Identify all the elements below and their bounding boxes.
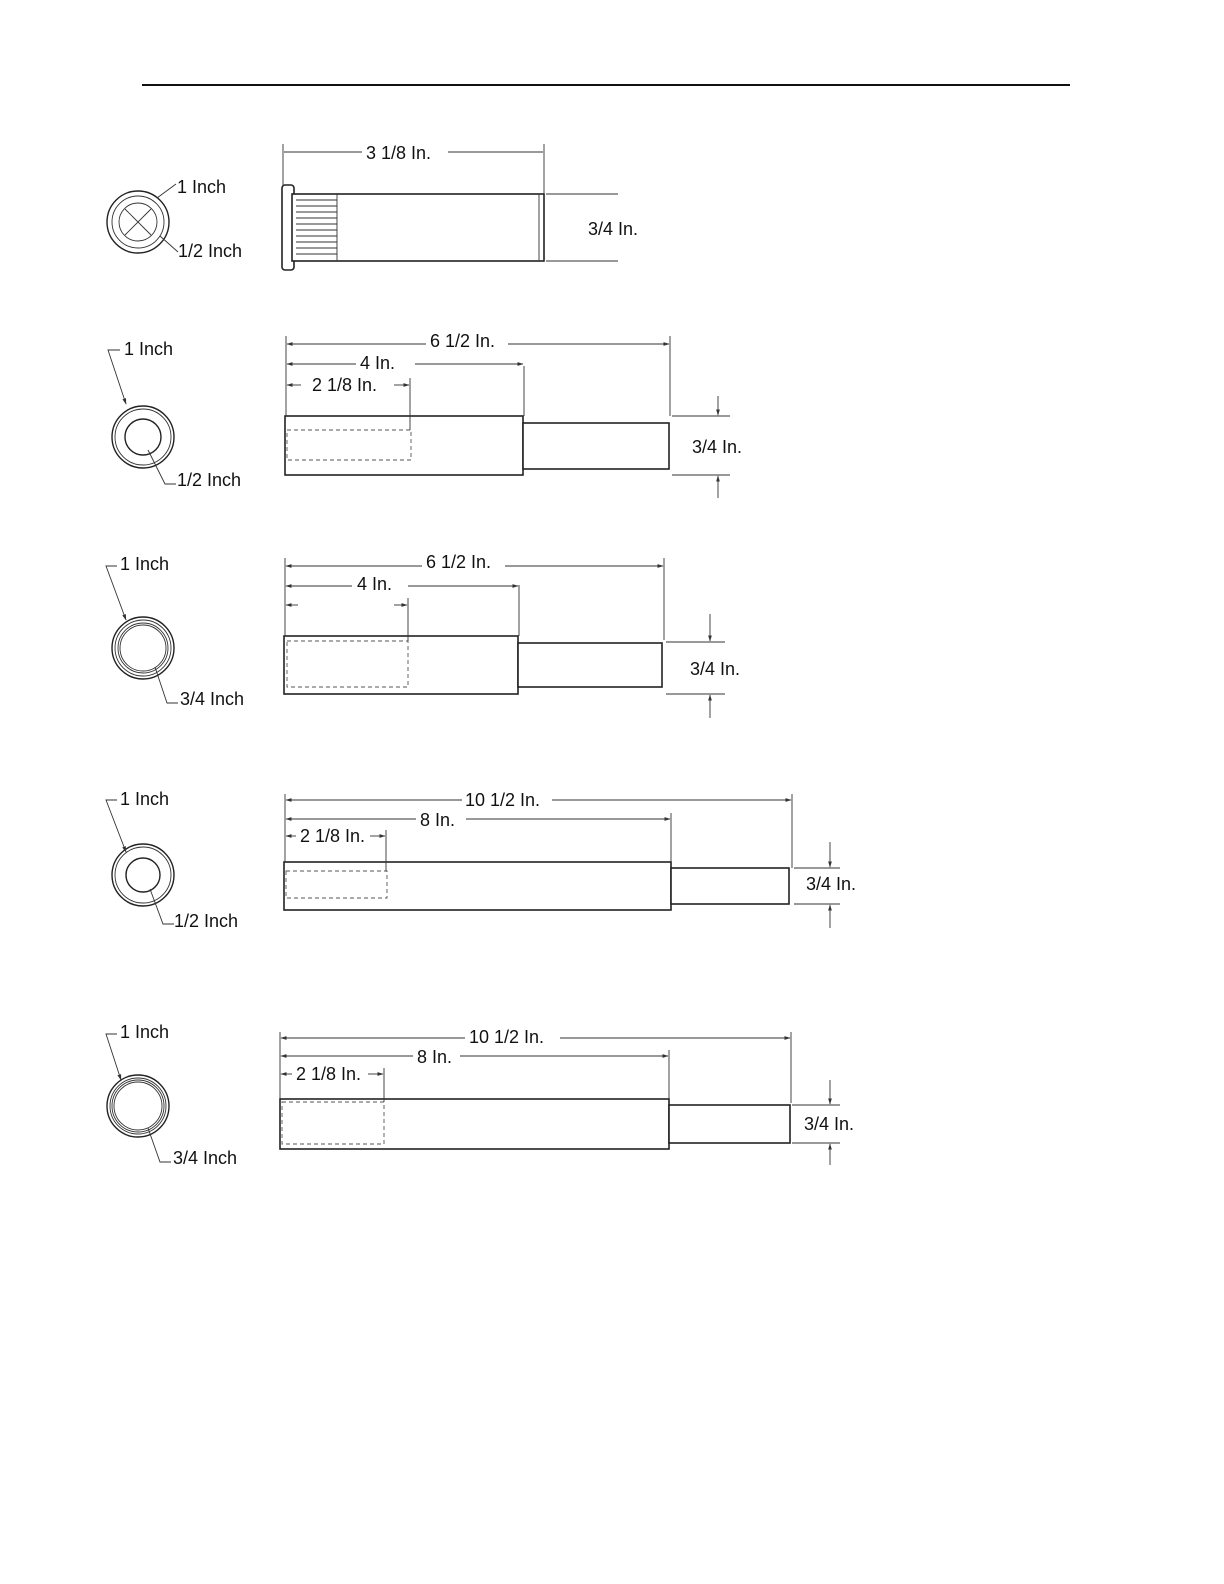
diameter-label: 3/4 In. <box>806 874 857 894</box>
diameter-label: 3/4 In. <box>588 219 639 239</box>
shoulder-length-label: 8 In. <box>420 810 456 830</box>
diameter-label: 3/4 In. <box>804 1114 855 1134</box>
outer-diameter-label: 1 Inch <box>124 339 174 359</box>
diameter-label: 3/4 In. <box>692 437 743 457</box>
end-view <box>106 789 238 931</box>
pin-1 <box>107 143 638 270</box>
pin-3 <box>106 552 740 718</box>
end-view <box>107 177 242 261</box>
side-view <box>280 1027 854 1165</box>
bore-depth-label: 2 1/8 In. <box>312 375 378 395</box>
shoulder-length-label: 4 In. <box>360 353 396 373</box>
side-view <box>284 790 856 928</box>
overall-length-label: 10 1/2 In. <box>469 1027 545 1047</box>
diameter-label: 3/4 In. <box>690 659 741 679</box>
overall-length-label: 6 1/2 In. <box>426 552 492 572</box>
inner-diameter-label: 3/4 Inch <box>180 689 245 709</box>
outer-diameter-label: 1 Inch <box>120 554 170 574</box>
outer-diameter-label: 1 Inch <box>120 789 170 809</box>
shoulder-length-label: 4 In. <box>357 574 393 594</box>
bore-depth-label: 2 1/8 In. <box>296 1064 362 1084</box>
outer-diameter-label: 1 Inch <box>120 1022 170 1042</box>
pin-5 <box>106 1022 854 1168</box>
bore-depth-label: 2 1/8 In. <box>300 826 366 846</box>
overall-length-label: 3 1/8 In. <box>366 143 432 163</box>
shoulder-length-label: 8 In. <box>417 1047 453 1067</box>
inner-diameter-label: 3/4 Inch <box>173 1148 238 1168</box>
overall-length-label: 10 1/2 In. <box>465 790 541 810</box>
inner-diameter-label: 1/2 Inch <box>177 470 242 490</box>
inner-diameter-label: 1/2 Inch <box>178 241 243 261</box>
outer-diameter-label: 1 Inch <box>177 177 227 197</box>
end-view <box>106 1022 237 1168</box>
end-view <box>108 339 241 490</box>
inner-diameter-label: 1/2 Inch <box>174 911 239 931</box>
pin-2 <box>108 331 742 498</box>
overall-length-label: 6 1/2 In. <box>430 331 496 351</box>
side-view <box>285 331 742 498</box>
side-view <box>284 552 740 718</box>
side-view <box>282 143 638 270</box>
pin-4 <box>106 789 856 931</box>
end-view <box>106 554 244 709</box>
